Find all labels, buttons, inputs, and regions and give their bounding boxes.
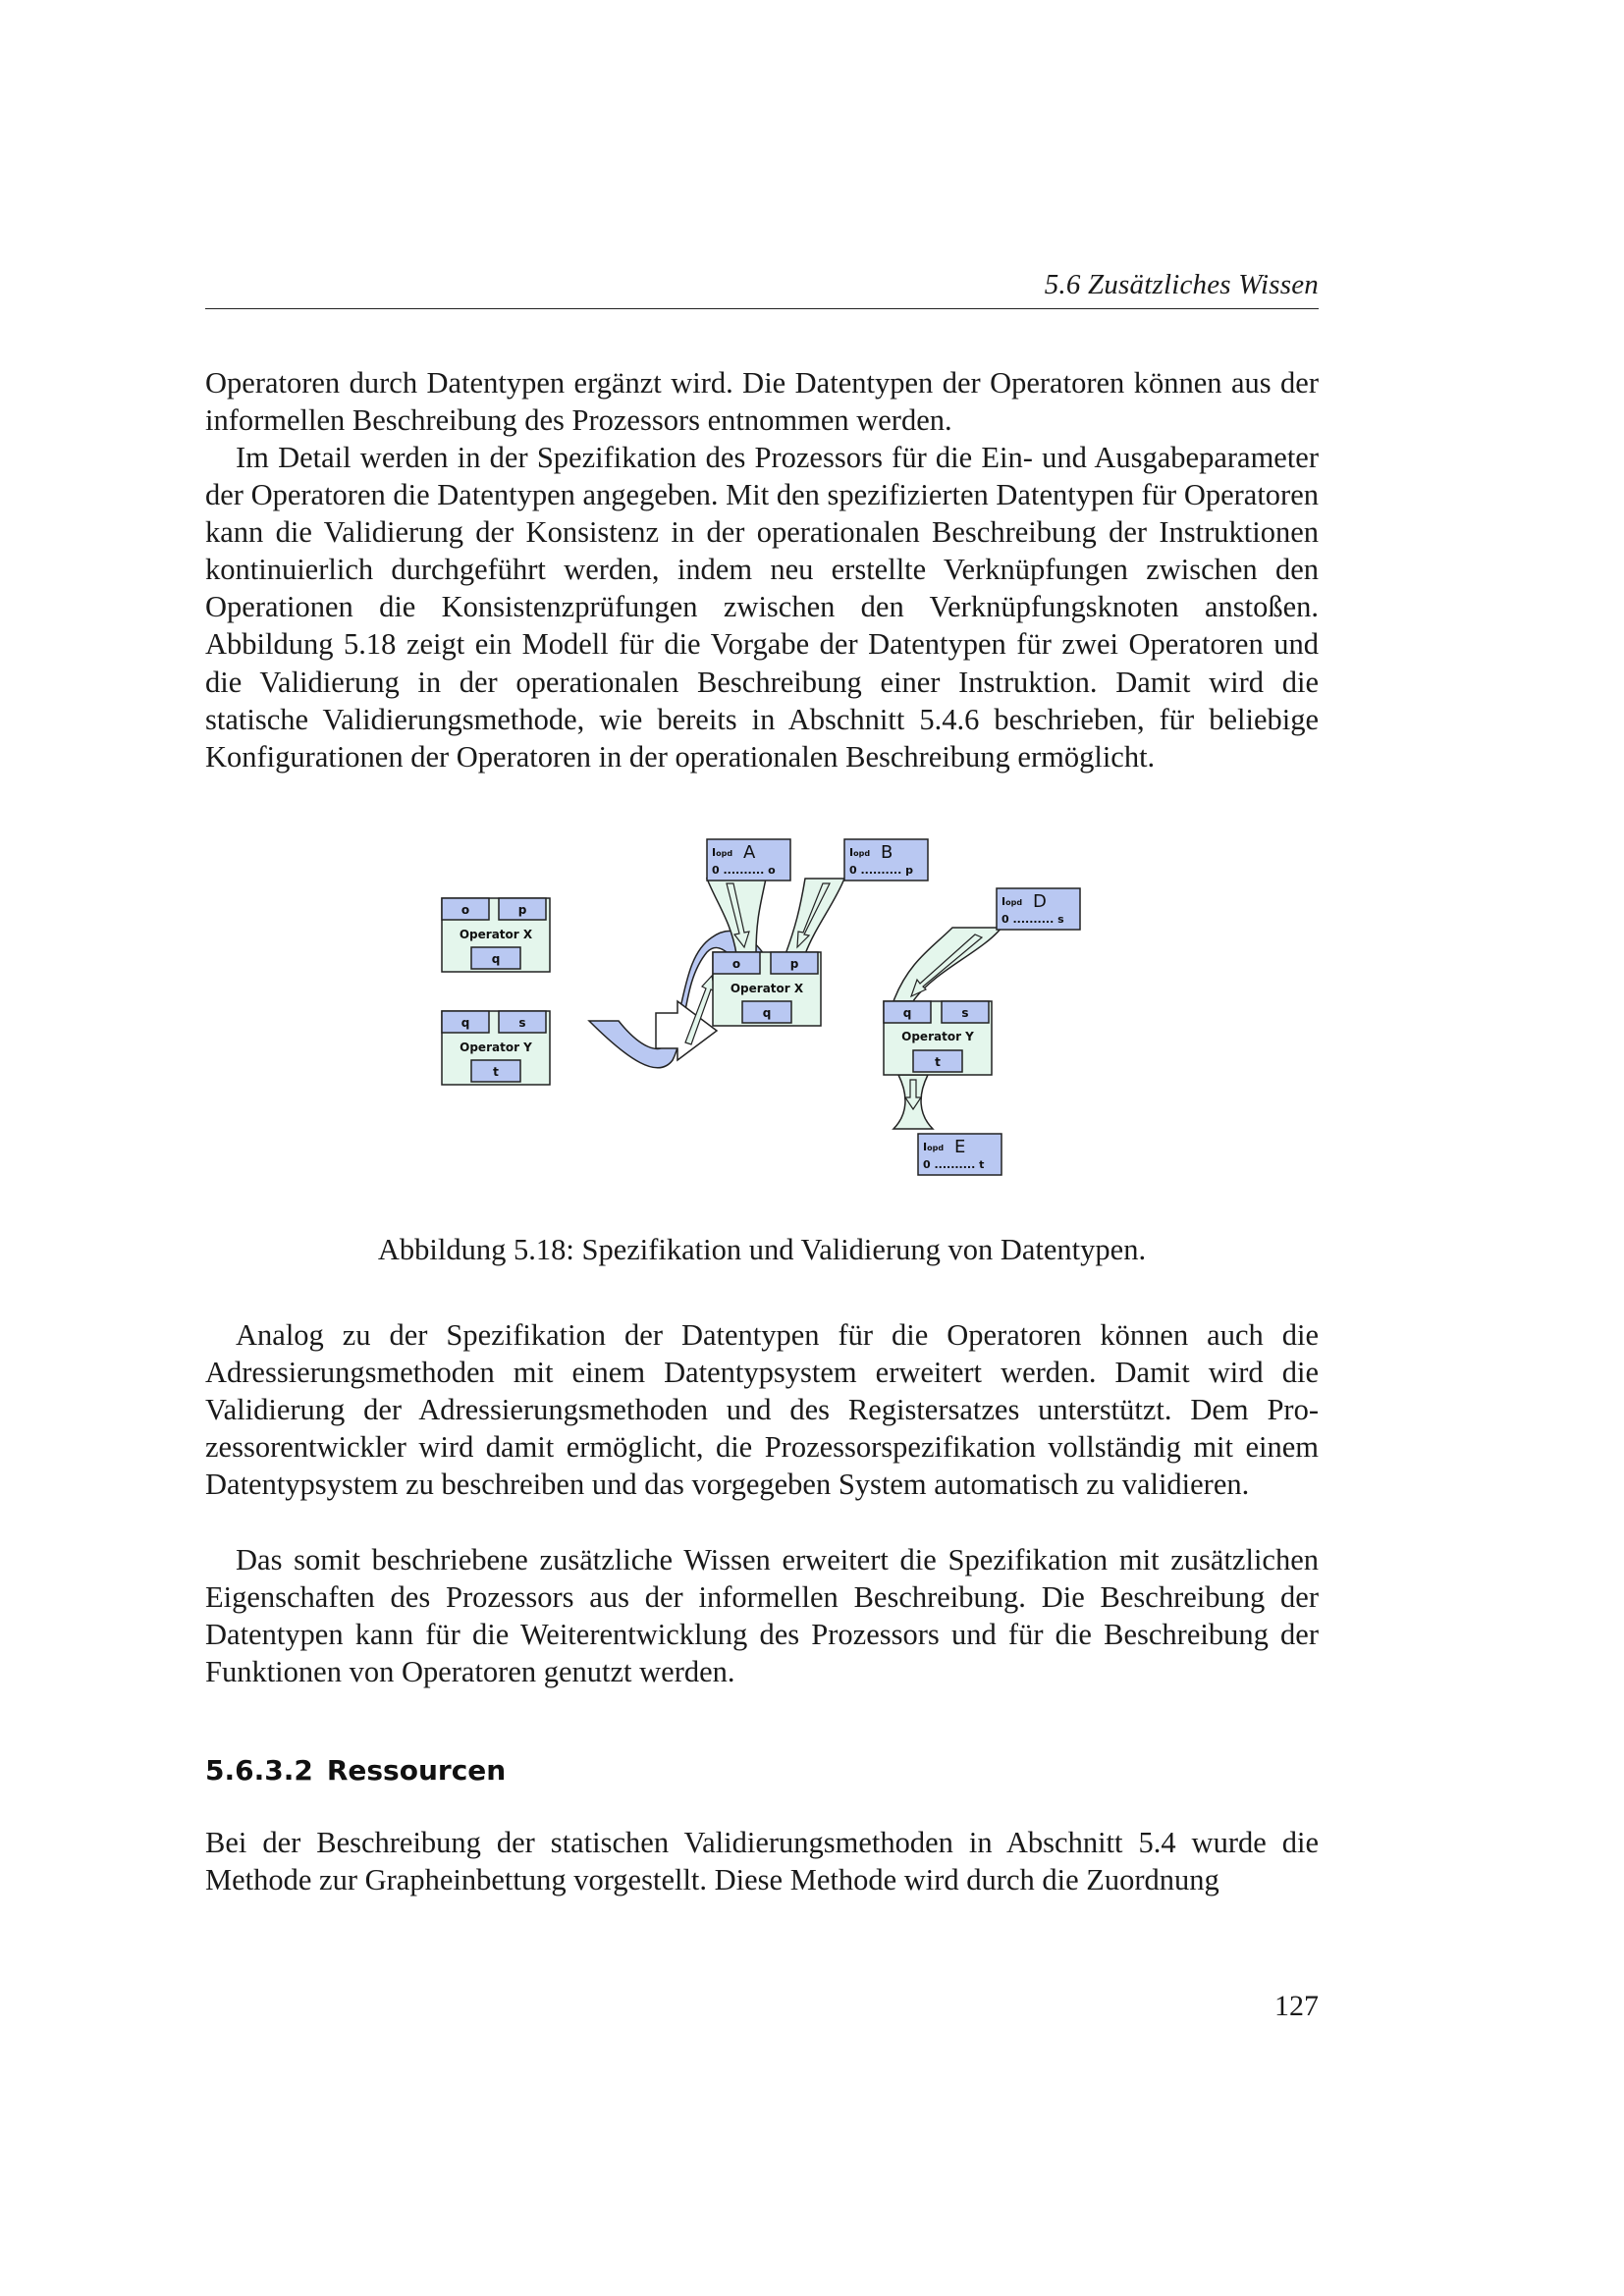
section-heading: [205, 1754, 506, 1787]
node-a-name: A: [743, 842, 756, 863]
spec-x-name: Operator X: [459, 928, 533, 941]
paragraph-1: Operatoren durch Datentypen ergänzt wird. Die Datentypen der Operatoren können aus der informellen Beschreibung des Prozessors entnommen werden.: [205, 366, 1319, 438]
paragraph-5: Bei der Beschreibung der statischen Validierungsmethoden in Abschnitt 5.4 wurde die Methode zur Grapheinbettung vorgestellt. Diese Methode wird durch die Zuordnung: [205, 1826, 1319, 1897]
figure-datatypes: [432, 834, 1090, 1188]
flow-b: [785, 879, 844, 954]
inst-x-name: Operator X: [730, 982, 804, 995]
node-b-name: B: [881, 842, 893, 863]
node-d-name: D: [1033, 891, 1047, 912]
inst-x-in1: o: [731, 957, 741, 971]
spec-y-in2: s: [518, 1016, 526, 1030]
inst-x-out: q: [762, 1006, 772, 1020]
inst-y-in2: s: [961, 1006, 969, 1020]
svg-text:0 .......... t: 0 .......... t: [923, 1158, 985, 1171]
section-number: 5.6.3.2: [205, 1754, 313, 1787]
inst-y-in1: q: [902, 1006, 912, 1020]
svg-text:0 .......... o: 0 .......... o: [712, 864, 776, 877]
svg-text:Iopd: Iopd: [712, 846, 733, 859]
inst-y-name: Operator Y: [901, 1030, 974, 1043]
paragraph-2: Im Detail werden in der Spezifikation des Prozessors für die Ein- und Ausgabeparameter der Operatoren die Datentypen angegeben. Mit den spezifizierten Datentypen für Operatoren kann die Validierung der Konsistenz in der operationalen Beschreibung der Instruktionen kontinuierlich durchgeführt werden, indem neu erstellte Verknüpfungen zwischen den Operationen die Konsistenzprüfungen zwischen den Verknüpfungsknoten anstoßen. Abbildung 5.18 zeigt ein Modell für die Vorgabe der Datentypen für zwei Operatoren und die Validierung in der operationalen Beschreibung einer Instruktion. Damit wird die statische Validierungsmethode, wie bereits in Abschnitt 5.4.6 beschrieben, für beliebige Konfigurationen der Operatoren in der operationalen Beschreibung ermöglicht.: [205, 441, 1319, 774]
spec-y-name: Operator Y: [460, 1041, 532, 1054]
spec-x-out: q: [491, 952, 501, 966]
paragraph-4: Das somit beschriebene zusätzliche Wissen erweitert die Spezifikation mit zusätzlichen Eigenschaften des Prozessors aus der informellen Beschreibung. Die Beschreibung der Datentypen kann für die Weiterentwicklung des Prozessors und für die Beschreibung der Funktionen von Operatoren genutzt werden.: [205, 1543, 1319, 1689]
running-title: 5.6 Zusätzliches Wissen: [1044, 269, 1319, 300]
svg-text:0 .......... p: 0 .......... p: [849, 864, 913, 877]
running-header: [205, 267, 1319, 309]
node-e-name: E: [954, 1137, 966, 1157]
section-title: Ressourcen: [326, 1754, 507, 1787]
inst-y-out: t: [935, 1055, 941, 1069]
inst-x-in2: p: [789, 957, 799, 971]
figure-diagram: [432, 834, 1090, 1188]
figure-caption: Abbildung 5.18: Spezifikation und Validierung von Datentypen.: [377, 1233, 1147, 1266]
svg-text:Iopd: Iopd: [923, 1141, 945, 1153]
svg-text:Iopd: Iopd: [849, 846, 871, 859]
paragraph-3: Analog zu der Spezifikation der Datentypen für die Operatoren können auch die Adressierungsmethoden mit einem Datentypsystem erweitert werden. Damit wird die Validierung der Adressierungsmethoden und des Registersatzes unterstützt. Dem Prozessorentwickler wird damit ermöglicht, die Prozessorspezifikation vollständig mit einem Datentypsystem zu beschreiben und das vorgegeben System automatisch zu validieren.: [205, 1318, 1319, 1502]
svg-text:0 .......... s: 0 .......... s: [1001, 913, 1064, 926]
spec-x-in1: o: [460, 903, 470, 917]
page-number: 127: [1274, 1990, 1319, 2022]
svg-text:Iopd: Iopd: [1001, 895, 1023, 908]
spec-x-in2: p: [517, 903, 527, 917]
spec-y-out: t: [493, 1065, 499, 1079]
spec-y-in1: q: [460, 1016, 470, 1030]
